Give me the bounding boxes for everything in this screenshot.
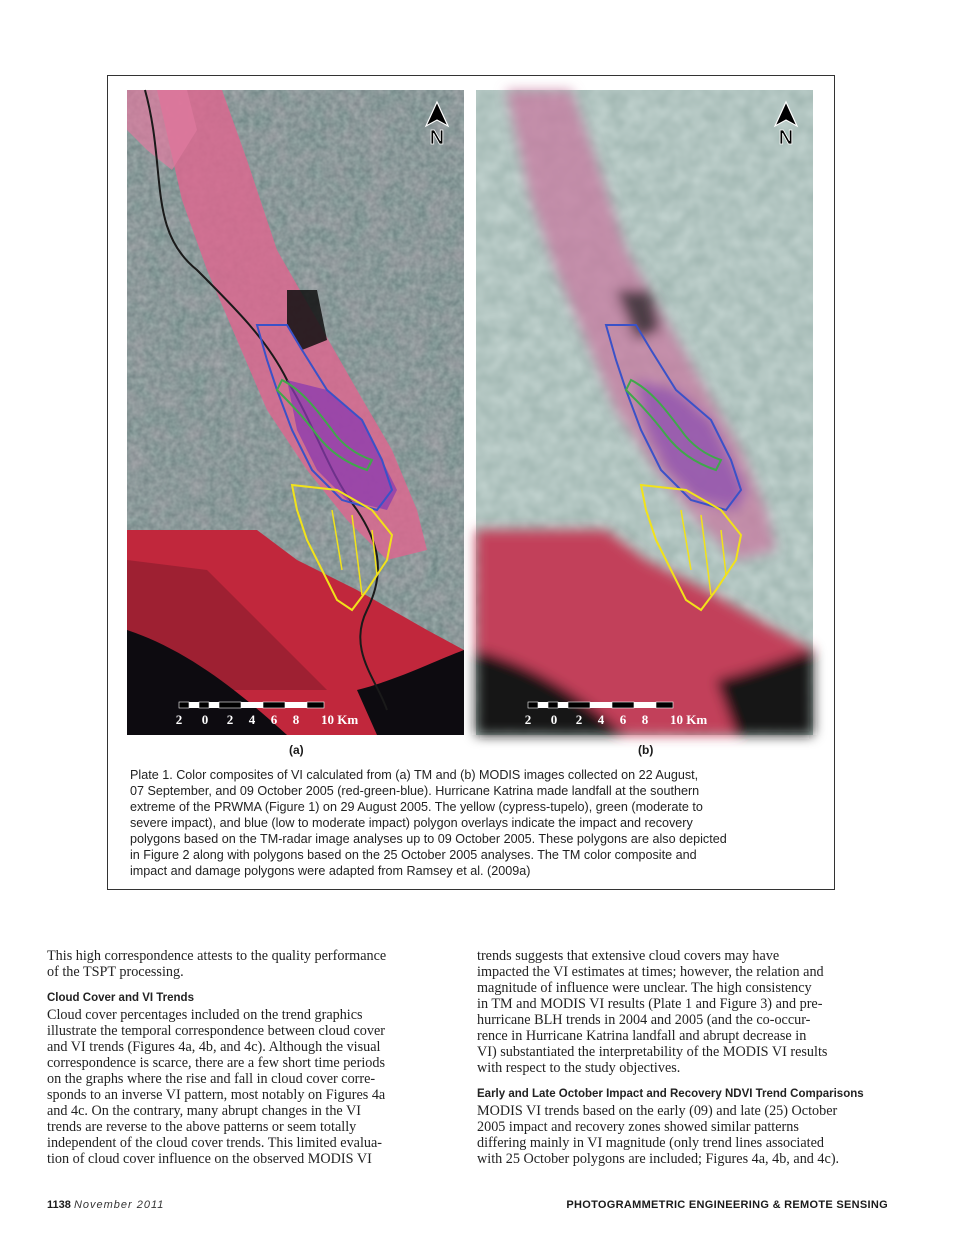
caption-line: polygons based on the TM-radar image analyses up to 09 October 2005. These polygons are also depicted bbox=[130, 832, 727, 846]
scale-tick: 10 Km bbox=[321, 712, 359, 727]
body-text-line: rence in Hurricane Katrina landfall and abrupt decrease in bbox=[477, 1028, 807, 1044]
body-text-line: hurricane BLH trends in 2004 and 2005 (and the co-occur- bbox=[477, 1012, 811, 1028]
scale-tick: 8 bbox=[292, 712, 300, 727]
scale-tick: 8 bbox=[641, 712, 649, 727]
north-label: N bbox=[778, 127, 794, 149]
caption-line: severe impact), and blue (low to moderate impact) polygon overlays indicate the impact and recovery bbox=[130, 816, 693, 830]
page-number: 1138 bbox=[47, 1199, 71, 1211]
plate-panel-a-tm-image bbox=[127, 90, 464, 735]
body-text-line: impacted the VI estimates at times; however, the relation and bbox=[477, 964, 824, 980]
scale-tick: 4 bbox=[248, 712, 256, 727]
body-text-line: magnitude of influence were unclear. The high consistency bbox=[477, 980, 812, 996]
scale-tick: 2 bbox=[175, 712, 183, 727]
body-text-line: trends suggests that extensive cloud covers may have bbox=[477, 948, 780, 964]
body-text-line: independent of the cloud cover trends. This limited evalua- bbox=[47, 1135, 383, 1151]
body-text-line: with 25 October polygons are included; Figures 4a, 4b, and 4c). bbox=[477, 1151, 840, 1167]
north-label: N bbox=[429, 127, 445, 149]
tm-image-composite bbox=[127, 90, 464, 735]
scale-bar bbox=[524, 702, 778, 732]
panel-label-a: (a) bbox=[289, 743, 304, 757]
body-column-left bbox=[47, 948, 457, 1167]
body-text-line: tion of cloud cover influence on the observed MODIS VI bbox=[47, 1151, 372, 1167]
modis-image-composite bbox=[476, 90, 813, 735]
caption-line: Plate 1. Color composites of VI calculated from (a) TM and (b) MODIS images collected on 22 August, bbox=[130, 768, 699, 782]
body-text-line: correspondence is scarce, there are a few short time periods bbox=[47, 1055, 385, 1071]
scale-tick: 4 bbox=[597, 712, 605, 727]
body-text-line: in TM and MODIS VI results (Plate 1 and Figure 3) and pre- bbox=[477, 996, 823, 1012]
caption-line: extreme of the PRWMA (Figure 1) on 29 August 2005. The yellow (cypress-tupelo), green (moderate to bbox=[130, 800, 703, 814]
body-text-line: on the graphs where the rise and fall in cloud cover corre- bbox=[47, 1071, 376, 1087]
plate-panel-b-modis-image bbox=[476, 90, 813, 735]
scale-tick: 10 Km bbox=[670, 712, 708, 727]
panel-label-b: (b) bbox=[638, 743, 654, 757]
body-text-line: MODIS VI trends based on the early (09) and late (25) October bbox=[477, 1103, 838, 1119]
body-text-line: of the TSPT processing. bbox=[47, 964, 184, 980]
plate-caption bbox=[130, 767, 825, 879]
north-arrow-icon bbox=[422, 100, 452, 149]
scale-tick: 2 bbox=[524, 712, 532, 727]
body-text-line: Cloud cover percentages included on the trend graphics bbox=[47, 1007, 363, 1023]
scale-bar bbox=[175, 702, 429, 732]
section-heading: Early and Late October Impact and Recovery NDVI Trend Comparisons bbox=[477, 1088, 864, 1100]
body-text-line: illustrate the temporal correspondence between cloud cover bbox=[47, 1023, 385, 1039]
scale-tick: 6 bbox=[270, 712, 278, 727]
caption-line: impact and damage polygons were adapted from Ramsey et al. (2009a) bbox=[130, 864, 531, 878]
body-text-line: and VI trends (Figures 4a, 4b, and 4c). Although the visual bbox=[47, 1039, 381, 1055]
scale-tick: 6 bbox=[619, 712, 627, 727]
caption-line: in Figure 2 along with polygons based on the 25 October 2005 analyses. The TM color composite and bbox=[130, 848, 697, 862]
issue-date: November 2011 bbox=[73, 1199, 165, 1211]
body-text-line: and 4c. On the contrary, many abrupt changes in the VI bbox=[47, 1103, 361, 1119]
body-text-line: differing mainly in VI magnitude (only trend lines associated bbox=[477, 1135, 824, 1151]
section-heading: Cloud Cover and VI Trends bbox=[47, 992, 194, 1004]
body-column-right bbox=[477, 948, 887, 1167]
body-text-line: 2005 impact and recovery zones showed similar patterns bbox=[477, 1119, 799, 1135]
caption-line: 07 September, and 09 October 2005 (red-green-blue). Hurricane Katrina made landfall at the southern bbox=[130, 784, 700, 798]
scale-tick: 2 bbox=[226, 712, 234, 727]
body-text-line: trends are reverse to the above patterns or seem totally bbox=[47, 1119, 357, 1135]
scale-tick: 0 bbox=[201, 712, 209, 727]
north-arrow-icon bbox=[771, 100, 801, 149]
scale-tick: 2 bbox=[575, 712, 583, 727]
body-text-line: sponds to an inverse VI pattern, most notably on Figures 4a bbox=[47, 1087, 386, 1103]
body-text-line: VI) substantiated the interpretability of the MODIS VI results bbox=[477, 1044, 828, 1060]
body-text-line: with respect to the study objectives. bbox=[477, 1060, 681, 1076]
journal-name: PHOTOGRAMMETRIC ENGINEERING & REMOTE SENSING bbox=[566, 1199, 888, 1211]
body-text-line: This high correspondence attests to the quality performance bbox=[47, 948, 387, 964]
scale-tick: 0 bbox=[550, 712, 558, 727]
page-footer-left bbox=[47, 1199, 164, 1211]
